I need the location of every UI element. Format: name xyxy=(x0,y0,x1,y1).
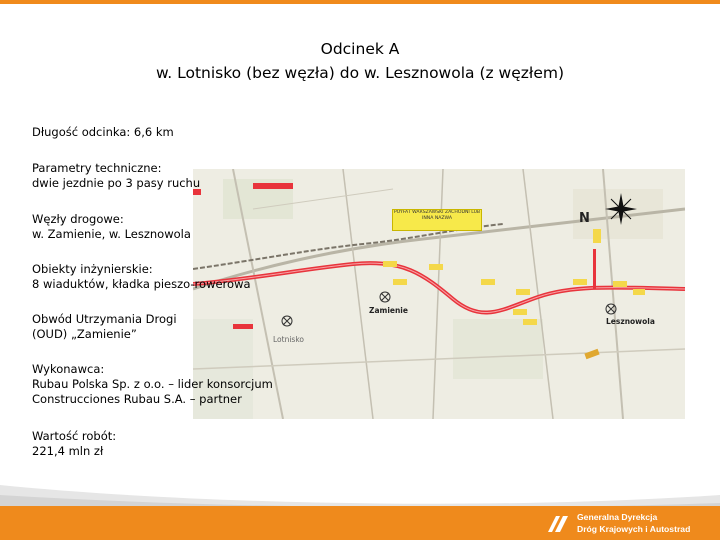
structures-value: 8 wiaduktów, kładka pieszo-rowerowa xyxy=(32,277,251,291)
footer-org-line1: Generalna Dyrekcja xyxy=(577,512,658,522)
contractor xyxy=(32,362,273,407)
gddkia-logo-icon xyxy=(546,514,570,534)
works-value-amount: 221,4 mln zł xyxy=(32,444,104,458)
junctions-label: Węzły drogowe: xyxy=(32,212,124,226)
junctions-value: w. Zamienie, w. Lesznowola xyxy=(32,227,191,241)
footer-org-line2: Dróg Krajowych i Autostrad xyxy=(577,524,691,534)
technical-params xyxy=(32,161,200,191)
slide-title: Odcinek A xyxy=(320,40,400,58)
maintenance-area xyxy=(32,312,177,342)
engineering-structures xyxy=(32,262,251,292)
label-north: N xyxy=(579,211,590,226)
slide-subtitle: w. Lotnisko (bez węzła) do w. Lesznowola (z węzłem) xyxy=(156,64,564,82)
decorative-swoosh xyxy=(0,455,720,510)
works-value-label: Wartość robót: xyxy=(32,429,117,443)
contractor-line1: Rubau Polska Sp. z o.o. – lider konsorcjum xyxy=(32,377,273,391)
top-accent-bar xyxy=(0,0,720,4)
map-callout-box: POYFAT WARSZAWSKI ZACHODNI LUB INNA NAZWA xyxy=(392,209,482,231)
structures-label: Obiekty inżynierskie: xyxy=(32,262,153,276)
length-text: Długość odcinka: 6,6 km xyxy=(32,125,174,139)
footer-bar xyxy=(0,506,720,540)
maintenance-label: Obwód Utrzymania Drogi xyxy=(32,312,177,326)
works-value xyxy=(32,429,116,459)
label-lesznowola: Lesznowola xyxy=(606,317,655,326)
label-zamienie: Zamienie xyxy=(369,306,408,315)
label-lotnisko: Lotnisko xyxy=(273,335,304,344)
technical-params-label: Parametry techniczne: xyxy=(32,161,162,175)
junctions xyxy=(32,212,191,242)
maintenance-value: (OUD) „Zamienie” xyxy=(32,327,137,341)
contractor-label: Wykonawca: xyxy=(32,362,105,376)
technical-params-value: dwie jezdnie po 3 pasy ruchu xyxy=(32,176,201,190)
contractor-line2: Construcciones Rubau S.A. – partner xyxy=(32,392,242,406)
